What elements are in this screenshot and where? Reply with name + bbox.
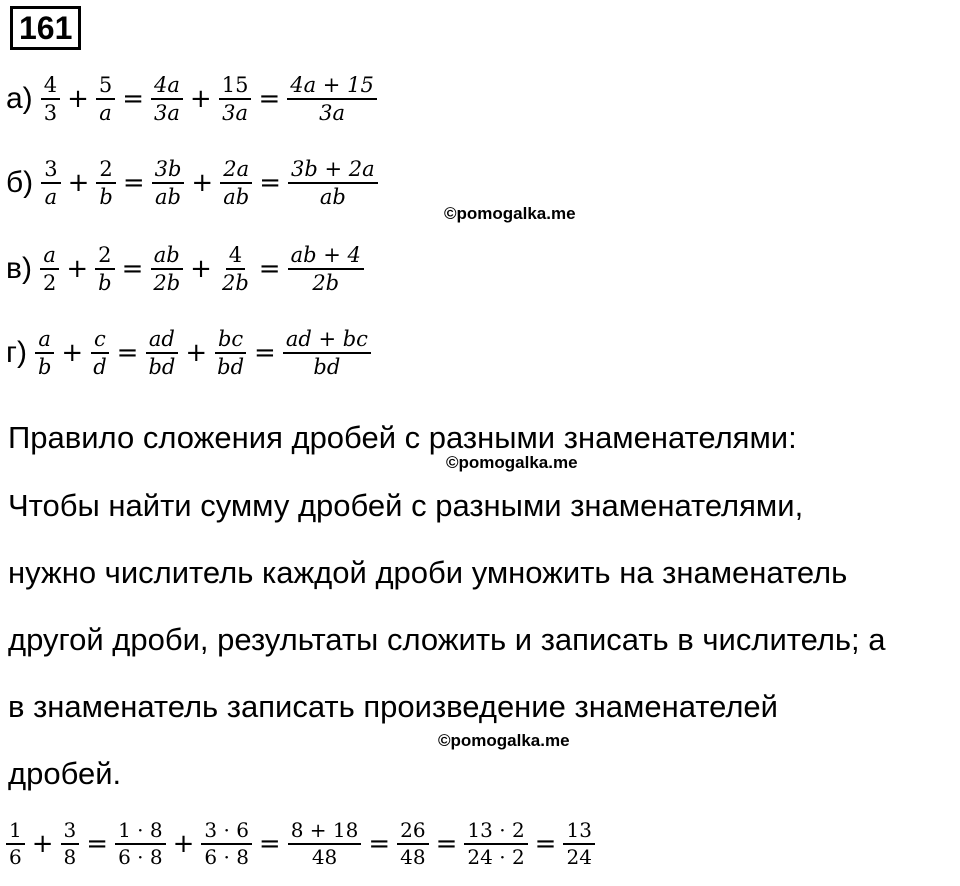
numerator: c [91,326,109,354]
plus-sign: + [66,254,89,284]
fraction [214,326,247,380]
equals-sign: = [121,254,144,284]
equation-a [6,72,379,126]
denominator: b [99,185,113,209]
numerator: 4a [151,72,183,100]
numerator: 1 · 8 [115,818,166,845]
equals-sign: = [534,829,557,859]
plus-sign: + [185,338,208,368]
numerator: ad [146,326,178,354]
rule-line-2: Чтобы найти сумму дробей с разными знаменателями, [8,488,804,523]
equals-sign: = [122,84,145,114]
denominator: 6 · 8 [118,845,163,869]
equation-label: б) [6,166,34,199]
numerator: 4 [41,72,60,100]
fraction [201,818,252,870]
watermark: ©pomogalka.me [438,731,570,750]
plus-sign: + [190,254,212,284]
denominator: 8 [63,845,77,869]
denominator: 3a [154,101,180,125]
denominator: 3 [43,101,58,125]
denominator: 6 [9,845,22,869]
numerator: 5 [96,72,115,100]
fraction [145,326,178,380]
denominator: a [44,185,58,209]
numerator: ab [151,242,183,270]
equation-label: в) [6,252,32,285]
numerator: 4 [226,242,245,270]
denominator: 2b [221,271,249,295]
numerator: 3b + 2a [288,156,378,184]
fraction [41,156,60,210]
numerator: 2 [95,242,114,270]
denominator: 3a [222,101,249,125]
denominator: d [93,355,107,379]
fraction [35,326,54,380]
equals-sign: = [254,338,276,368]
fraction [288,818,362,870]
numerator: a [40,242,59,270]
fraction [115,818,166,870]
fraction [152,156,185,210]
numerator: 15 [219,72,252,100]
numerator: 3b [152,156,185,184]
rule-line-3: нужно числитель каждой дроби умножить на знаменатель [8,555,848,590]
plus-sign: + [67,168,90,198]
equals-sign: = [435,829,458,859]
equals-sign: = [258,254,281,284]
problem-number: 161 [10,6,81,50]
fraction [96,156,115,210]
fraction [95,242,114,296]
fraction [151,72,183,126]
denominator: bd [313,355,341,379]
watermark: ©pomogalka.me [444,204,576,223]
fraction [283,326,371,380]
numerator: bc [215,326,246,354]
equation-label: а) [6,82,33,115]
denominator: 24 [566,845,592,869]
example-equation [4,818,597,870]
numerator: 2 [96,156,115,184]
numerator: 3 · 6 [201,818,252,845]
denominator: 24 · 2 [467,845,525,869]
fraction [40,242,59,296]
rule-line-4: другой дроби, результаты сложить и записать в числитель; а [8,622,886,657]
fraction [220,156,252,210]
numerator: 1 [6,818,25,845]
plus-sign: + [189,84,212,114]
numerator: 8 + 18 [288,818,362,845]
fraction [90,326,109,380]
numerator: 3 [41,156,60,184]
equals-sign: = [122,168,145,198]
denominator: bd [217,355,245,379]
equals-sign: = [368,829,391,859]
numerator: 3 [61,818,80,845]
fraction [397,818,428,870]
rule-line-5: в знаменатель записать произведение знаменателей [8,689,778,724]
rule-line-6: дробей. [8,756,122,791]
fraction [288,156,378,210]
fraction [61,818,80,870]
fraction [287,72,377,126]
fraction [219,242,252,296]
fraction [464,818,527,870]
numerator: 13 · 2 [464,818,527,845]
fraction [6,818,25,870]
equation-label: г) [6,336,27,369]
numerator: 13 [563,818,594,845]
fraction [41,72,60,126]
denominator: b [37,355,52,379]
denominator: b [98,271,112,295]
plus-sign: + [191,168,214,198]
equals-sign: = [86,829,109,859]
denominator: ab [155,185,181,209]
numerator: ab + 4 [288,242,364,270]
fraction [288,242,364,296]
numerator: 2a [220,156,252,184]
denominator: ab [223,185,250,209]
plus-sign: + [31,829,54,859]
plus-sign: + [172,829,195,859]
denominator: 2b [312,271,340,295]
plus-sign: + [67,84,89,114]
fraction [563,818,594,870]
denominator: 6 · 8 [204,845,249,869]
fraction [96,72,115,126]
rule-line-1: Правило сложения дробей с разными знаменателями: [8,420,797,455]
equation-b [6,156,380,210]
denominator: 2 [42,271,57,295]
fraction [150,242,183,296]
denominator: 2b [153,271,181,295]
watermark: ©pomogalka.me [446,453,578,472]
equals-sign: = [258,84,281,114]
denominator: 48 [311,845,338,869]
equals-sign: = [259,168,281,198]
numerator: ad + bc [283,326,371,354]
equation-g [6,326,373,380]
equals-sign: = [116,338,139,368]
denominator: bd [148,355,176,379]
denominator: 3a [319,101,345,125]
denominator: ab [319,185,346,209]
denominator: 48 [400,845,426,869]
denominator: a [99,101,112,125]
numerator: 4a + 15 [287,72,377,100]
numerator: 26 [397,818,428,845]
numerator: a [35,326,54,354]
equation-v [6,242,366,296]
fraction [219,72,252,126]
plus-sign: + [61,338,84,368]
equals-sign: = [258,829,281,859]
